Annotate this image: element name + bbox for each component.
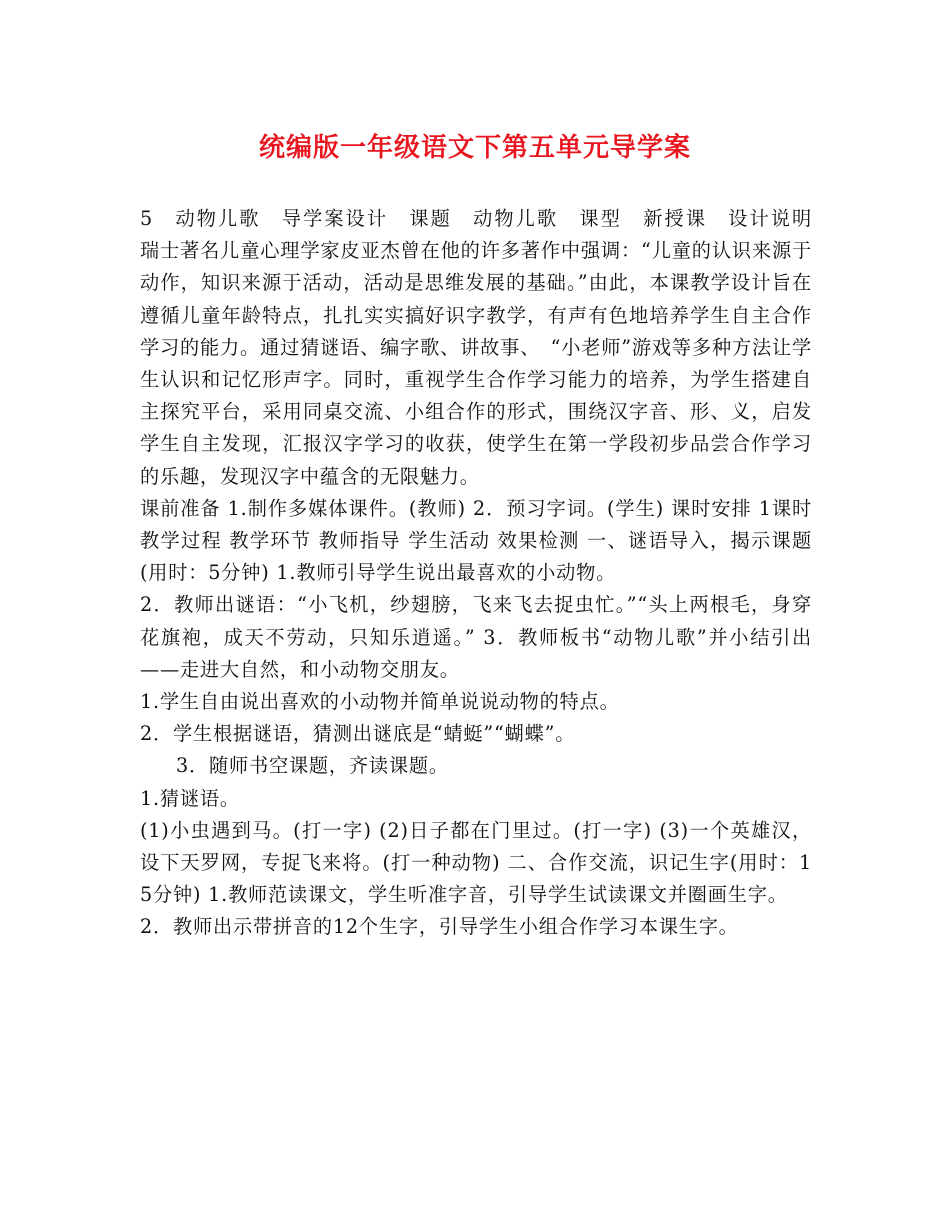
document-title: 统编版一年级语文下第五单元导学案 xyxy=(258,133,691,163)
paragraph-student-activity-1: 1.学生自由说出喜欢的小动物并简单说说动物的特点。 xyxy=(140,690,620,714)
paragraph-riddles: 2．教师出谜语：“小飞机，纱翅膀，飞来飞去捉虫忙。”“头上两根毛，身穿花旗袍，成天不劳动，只知乐逍遥。” 3．教师板书“动物儿歌”并小结引出——走进大自然，和小动物交朋友。 xyxy=(140,593,812,681)
paragraph-student-activity-2: 2．学生根据谜语，猜测出谜底是“蜻蜓”“蝴蝶”。 xyxy=(140,722,576,746)
document-body xyxy=(140,203,832,944)
paragraph-design-notes: 5 动物儿歌 导学案设计 课题 动物儿歌 课型 新授课 设计说明 瑞士著名儿童心理学家皮亚杰曾在他的许多著作中强调：“儿童的认识来源于动作，知识来源于活动，活动是思维发展的基础。”由此，本课教学设计旨在遵循儿童年龄特点，扎扎实实搞好识字教学，有声有色地培养学生自主合作学习的能力。通过猜谜语、编字歌、讲故事、 “小老师”游戏等多种方法让学生认识和记忆形声字。同时，重视学生合作学习能力的培养，为学生搭建自主探究平台，采用同桌交流、小组合作的形式，围绕汉字音、形、义，启发学生自主发现，汇报汉字学习的收获，使学生在第一学段初步品尝合作学习的乐趣，发现汉字中蕴含的无限魅力。 xyxy=(140,207,832,488)
paragraph-preparation: 课前准备 1.制作多媒体课件。(教师) 2．预习字词。(学生) 课时安排 1课时 教学过程 教学环节 教师指导 学生活动 效果检测 一、谜语导入，揭示课题(用时：5分钟) 1.教师引导学生说出最喜欢的小动物。 xyxy=(140,496,812,585)
paragraph-riddle-check: 1.猜谜语。 xyxy=(140,786,240,810)
paragraph-riddle-list: (1)小虫遇到马。(打一字) (2)日子都在门里过。(打一字) (3)一个英雄汉，设下天罗网，专捉飞来将。(打一种动物) 二、合作交流，识记生字(用时：15分钟) 1.教师范读课文，学生听准字音，引导学生试读课文并圈画生字。 xyxy=(140,818,812,907)
paragraph-new-characters: 2．教师出示带拼音的12个生字，引导学生小组合作学习本课生字。 xyxy=(140,915,739,939)
paragraph-student-activity-3: 3．随师书空课题，齐读课题。 xyxy=(176,754,449,778)
